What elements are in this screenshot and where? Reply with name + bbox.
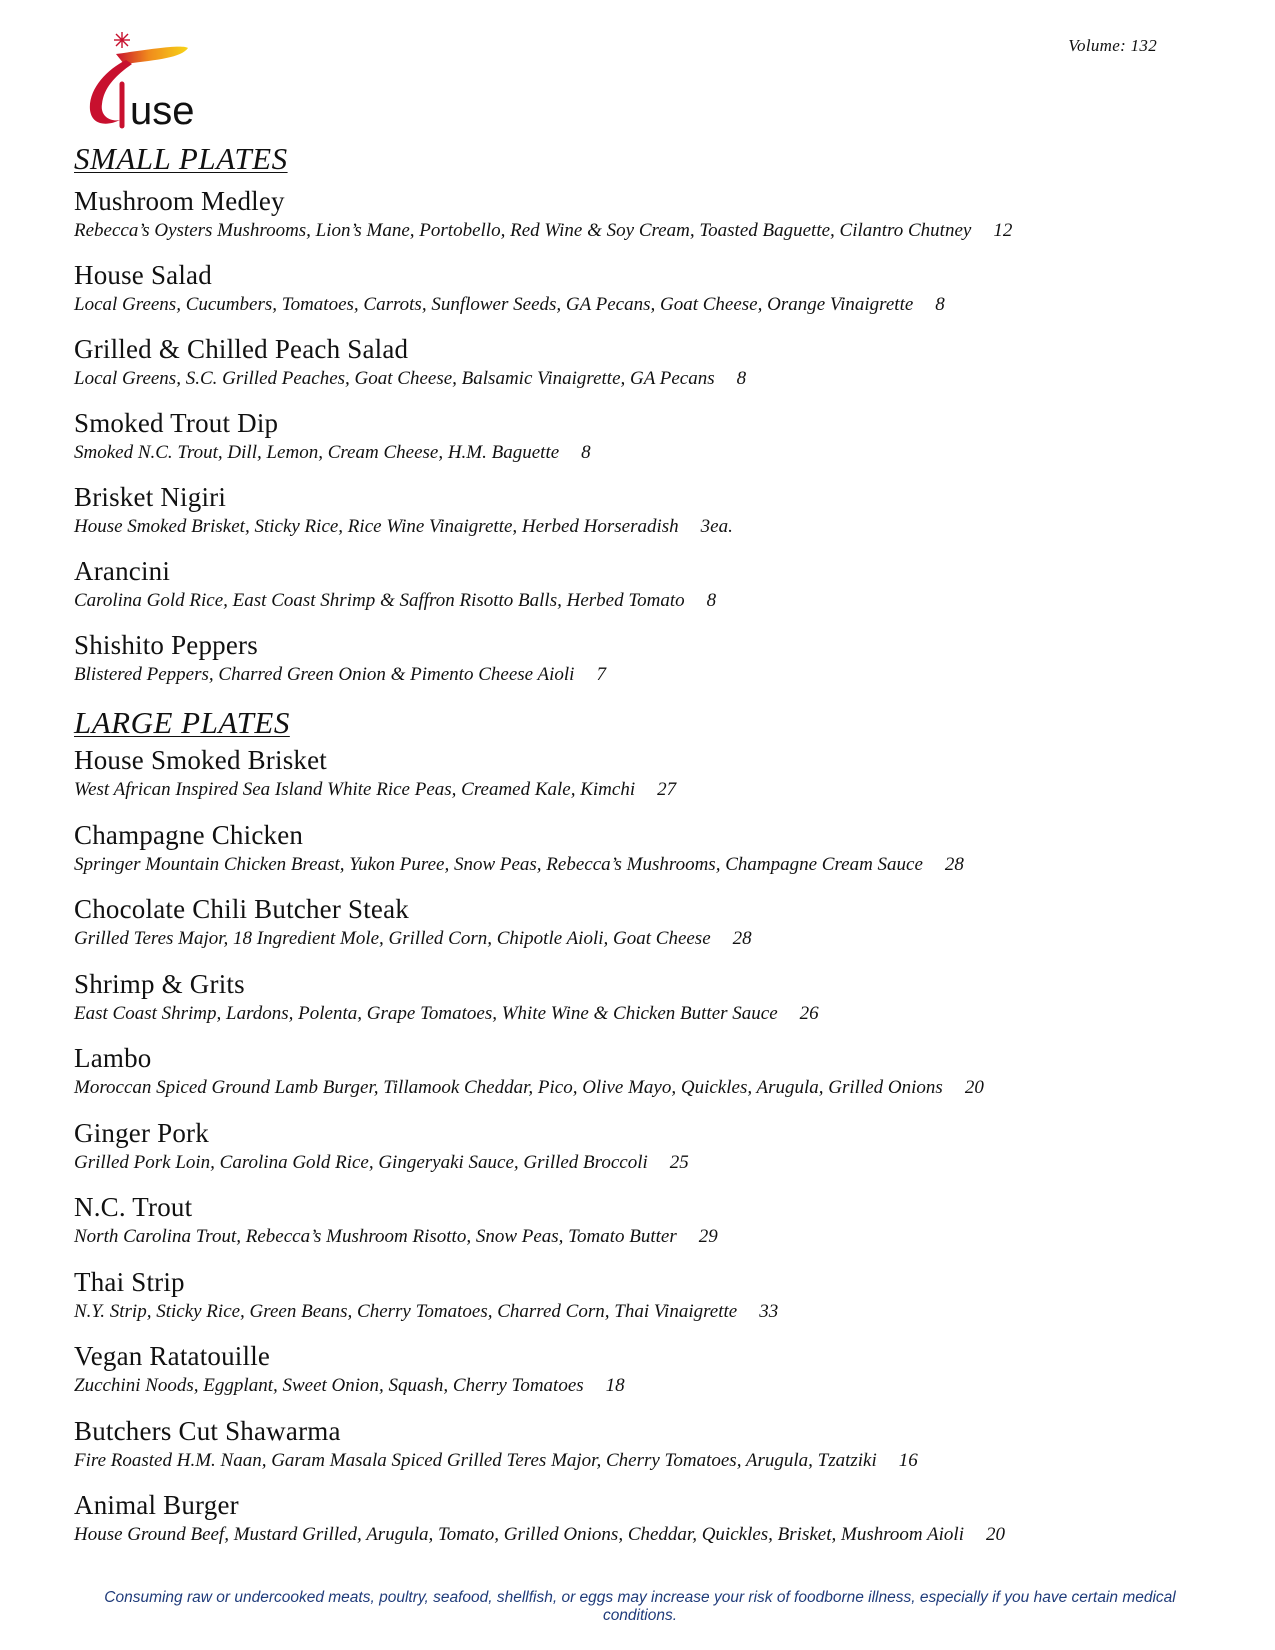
menu-item [74,891,1194,966]
item-name: Smoked Trout Dip [74,408,279,438]
svg-text:use: use [130,89,195,133]
item-price: 20 [964,1077,984,1098]
item-price: 8 [581,442,591,463]
item-name: N.C. Trout [74,1192,193,1222]
item-name: Thai Strip [74,1266,185,1297]
item-name: Arancini [74,556,171,586]
item-description: Zucchini Noods, Eggplant, Sweet Onion, Squash, Cherry Tomatoes 18 [74,1373,1194,1399]
item-name: Chocolate Chili Butcher Steak [74,894,409,924]
section-title-small-plates: SMALL PLATES [74,141,288,176]
item-name: Vegan Ratatouille [74,1341,271,1371]
menu-item [74,742,1194,817]
item-price: 18 [605,1375,625,1396]
item-description: Blistered Peppers, Charred Green Onion & Pimento Cheese Aioli 7 [74,662,1194,688]
item-description: Moroccan Spiced Ground Lamb Burger, Tillamook Cheddar, Pico, Olive Mayo, Quickles, Arugula, Grilled Onions 20 [74,1075,1194,1101]
sparkle-icon [114,32,130,48]
item-name: Champagne Chicken [74,819,304,850]
menu-item [74,1413,1194,1488]
item-description: East Coast Shrimp, Lardons, Polenta, Grape Tomatoes, White Wine & Chicken Butter Sauce 26 [74,1001,1194,1027]
item-name: House Salad [74,260,212,290]
menu-item [74,548,1194,622]
large-plates-list [74,742,1194,1562]
item-price: 26 [799,1002,819,1024]
item-name: Animal Burger [74,1490,239,1520]
menu-item [74,1264,1194,1339]
menu-item [74,966,1194,1041]
section-title-large-plates: LARGE PLATES [74,705,290,740]
item-description: House Ground Beef, Mustard Grilled, Arugula, Tomato, Grilled Onions, Cheddar, Quickles, Brisket, Mushroom Aioli 20 [74,1522,1194,1548]
menu-item [74,326,1194,400]
item-price: 33 [759,1300,779,1322]
item-name: Lambo [74,1043,152,1073]
item-price: 28 [944,853,964,875]
item-price: 7 [596,664,606,685]
item-description: Local Greens, S.C. Grilled Peaches, Goat Cheese, Balsamic Vinaigrette, GA Pecans 8 [74,366,1194,392]
fuse-logo [86,30,226,138]
item-price: 8 [736,368,747,389]
item-description: Smoked N.C. Trout, Dill, Lemon, Cream Cheese, H.M. Baguette 8 [74,440,1194,466]
menu-item [74,474,1194,548]
item-price: 27 [657,779,677,800]
item-description: Springer Mountain Chicken Breast, Yukon Puree, Snow Peas, Rebecca’s Mushrooms, Champagne Cream Sauce 28 [74,852,1194,878]
volume-label: Volume: 132 [1068,36,1157,55]
menu-content [74,140,1194,1562]
item-price: 12 [993,220,1013,241]
foodborne-illness-disclaimer: Consuming raw or undercooked meats, poultry, seafood, shellfish, or eggs may increase your risk of foodborne illness, especially if you have certain medical conditions. [104,1589,1176,1624]
item-name: Grilled & Chilled Peach Salad [74,334,409,364]
item-description: Rebecca’s Oysters Mushrooms, Lion’s Mane, Portobello, Red Wine & Soy Cream, Toasted Baguette, Cilantro Chutney 12 [74,218,1194,244]
item-description: Grilled Teres Major, 18 Ingredient Mole, Grilled Corn, Chipotle Aioli, Goat Cheese 28 [74,926,1194,952]
item-description: N.Y. Strip, Sticky Rice, Green Beans, Cherry Tomatoes, Charred Corn, Thai Vinaigrette 33 [74,1299,1194,1325]
item-price: 16 [898,1449,918,1471]
item-description: Local Greens, Cucumbers, Tomatoes, Carrots, Sunflower Seeds, GA Pecans, Goat Cheese, Orange Vinaigrette 8 [74,292,1194,318]
menu-item [74,817,1194,892]
menu-item [74,1338,1194,1413]
item-name: Shishito Peppers [74,630,258,660]
menu-item [74,1487,1194,1562]
menu-item [74,1189,1194,1264]
item-description: House Smoked Brisket, Sticky Rice, Rice Wine Vinaigrette, Herbed Horseradish 3ea. [74,514,1194,540]
menu-item [74,1040,1194,1115]
item-price: 8 [935,294,945,315]
item-name: Mushroom Medley [74,186,285,216]
menu-item [74,1115,1194,1190]
small-plates-list [74,178,1194,696]
item-name: House Smoked Brisket [74,745,327,775]
item-description: Fire Roasted H.M. Naan, Garam Masala Spiced Grilled Teres Major, Cherry Tomatoes, Arugula, Tzatziki 16 [74,1448,1194,1474]
item-name: Butchers Cut Shawarma [74,1415,341,1446]
item-price: 20 [986,1524,1005,1545]
item-price: 25 [669,1151,689,1173]
item-price: 8 [706,590,717,611]
item-price: 28 [732,928,752,949]
item-description: Carolina Gold Rice, East Coast Shrimp & Saffron Risotto Balls, Herbed Tomato 8 [74,588,1194,614]
menu-item [74,622,1194,696]
item-name: Ginger Pork [74,1117,209,1148]
item-price: 3ea. [700,516,733,537]
item-name: Shrimp & Grits [74,968,245,999]
item-name: Brisket Nigiri [74,482,227,512]
item-description: Grilled Pork Loin, Carolina Gold Rice, Gingeryaki Sauce, Grilled Broccoli 25 [74,1150,1194,1176]
item-price: 29 [698,1226,718,1247]
menu-item [74,400,1194,474]
item-description: North Carolina Trout, Rebecca’s Mushroom Risotto, Snow Peas, Tomato Butter 29 [74,1224,1194,1250]
item-description: West African Inspired Sea Island White Rice Peas, Creamed Kale, Kimchi 27 [74,777,1194,803]
menu-item [74,252,1194,326]
menu-item [74,178,1194,252]
